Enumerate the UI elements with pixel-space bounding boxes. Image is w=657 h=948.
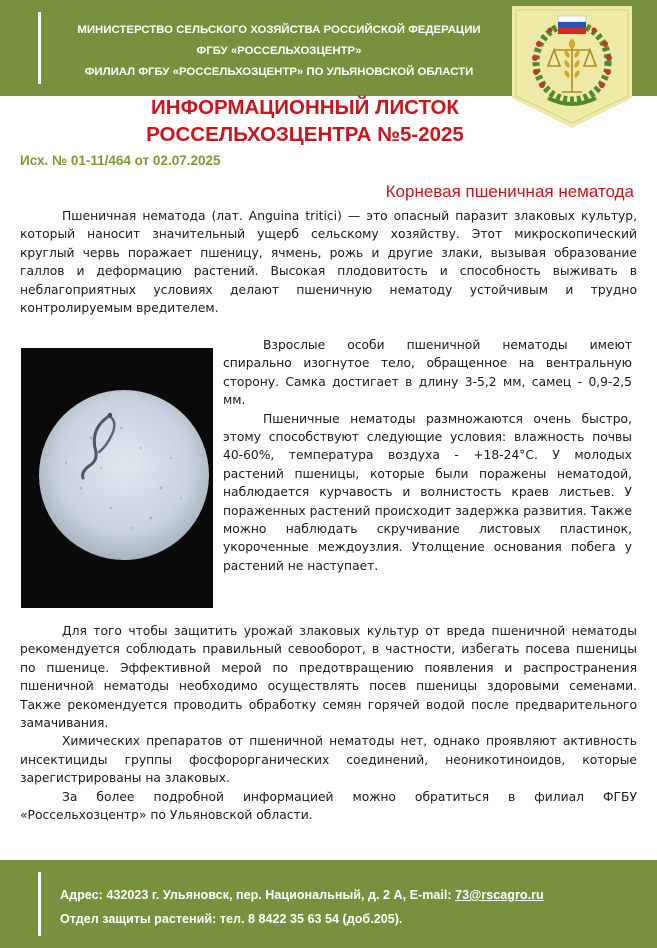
title-line-2: РОССЕЛЬХОЗЦЕНТРА №5-2025 [146,123,464,146]
header-text [50,20,508,83]
footer-text [60,883,544,931]
email-link[interactable]: 73@rscagro.ru [455,888,544,902]
footer-divider [38,872,41,936]
header-divider [38,12,41,84]
description-column [223,336,632,575]
section-title: Корневая пшеничная нематода [385,182,634,201]
nematode-microscope-image [21,348,213,608]
title-line-1: ИНФОРМАЦИОННЫЙ ЛИСТОК [151,96,459,119]
intro-paragraph: Пшеничная нематода (лат. Anguina tritici) — это опасный паразит злаковых культур, который наносит значительный ущерб сельскому хозяйству. Этот микроскопический круглый червь поражает пшеницу, ячмень, рожь и другие злаки, вызывая образование галлов и деформацию растений. Высокая плодовитость и способность выживать в неблагоприятных условиях делают пшеничную нематоду устойчивым и трудно контролируемым вредителем. [20,209,637,316]
address-line [60,883,544,907]
ministry-name: МИНИСТЕРСТВО СЕЛЬСКОГО ХОЗЯЙСТВА РОССИЙСКОЙ ФЕДЕРАЦИИ [77,24,481,36]
branch-name: ФИЛИАЛ ФГБУ «РОССЕЛЬХОЗЦЕНТР» ПО УЛЬЯНОВСКОЙ ОБЛАСТИ [84,66,474,78]
reproduction-paragraph: Пшеничные нематоды размножаются очень быстро, этому способствуют следующие условия: влажность почвы 40-60%, температура воздуха - +18-24°С. У молодых растений пшеницы, которые были поражены нематодой, наблюдается курчавость и волнистость краев листьев. У пораженных растений происходит задержка развития. Также можно наблюдать скручивание листовых пластинок, укороченные междоузлия. Утолщение основания побега у растений не наступает. [223,411,632,573]
contact-paragraph: За более подробной информацией можно обратиться в филиал ФГБУ «Россельхозцентр» по Ульяновской области. [20,789,637,823]
protection-paragraph: Для того чтобы защитить урожай злаковых культур от вреда пшеничной нематоды рекомендуется соблюдать правильный севооборот, в частности, избегать посева пшеницы по пшенице. Эффективной мерой по предотвращению появления и распространения пшеничной нематоды необходимо осуществлять посев пшеницы здоровыми семенами. Также рекомендуется проводить обработку семян горячей водой после предварительного замачивания. [20,624,637,731]
microscope-photo [21,348,213,608]
chemicals-paragraph: Химических препаратов от пшеничной нематоды нет, однако проявляют активность инсектициды группы фосфорорганических соединений, неоникотиноидов, которые зарегистрированы на злаковых. [20,734,637,786]
recommendations-section [20,622,637,824]
address-text: Адрес: 432023 г. Ульяновск, пер. Национальный, д. 2 А, E-mail: [60,888,456,902]
adults-paragraph: Взрослые особи пшеничной нематоды имеют спирально изогнутое тело, обращенное на вентральную сторону. Самка достигает в длину 3-5,2 мм, самец - 0,9-2,5 мм. [223,338,632,408]
document-title [60,94,550,148]
footer-banner [0,860,657,948]
reference-number: Исх. № 01-11/464 от 02.07.2025 [20,153,221,168]
phone-line: Отдел защиты растений: тел. 8 8422 35 63 54 (доб.205). [60,912,403,926]
agency-name: ФГБУ «РОССЕЛЬХОЗЦЕНТР» [196,45,362,57]
